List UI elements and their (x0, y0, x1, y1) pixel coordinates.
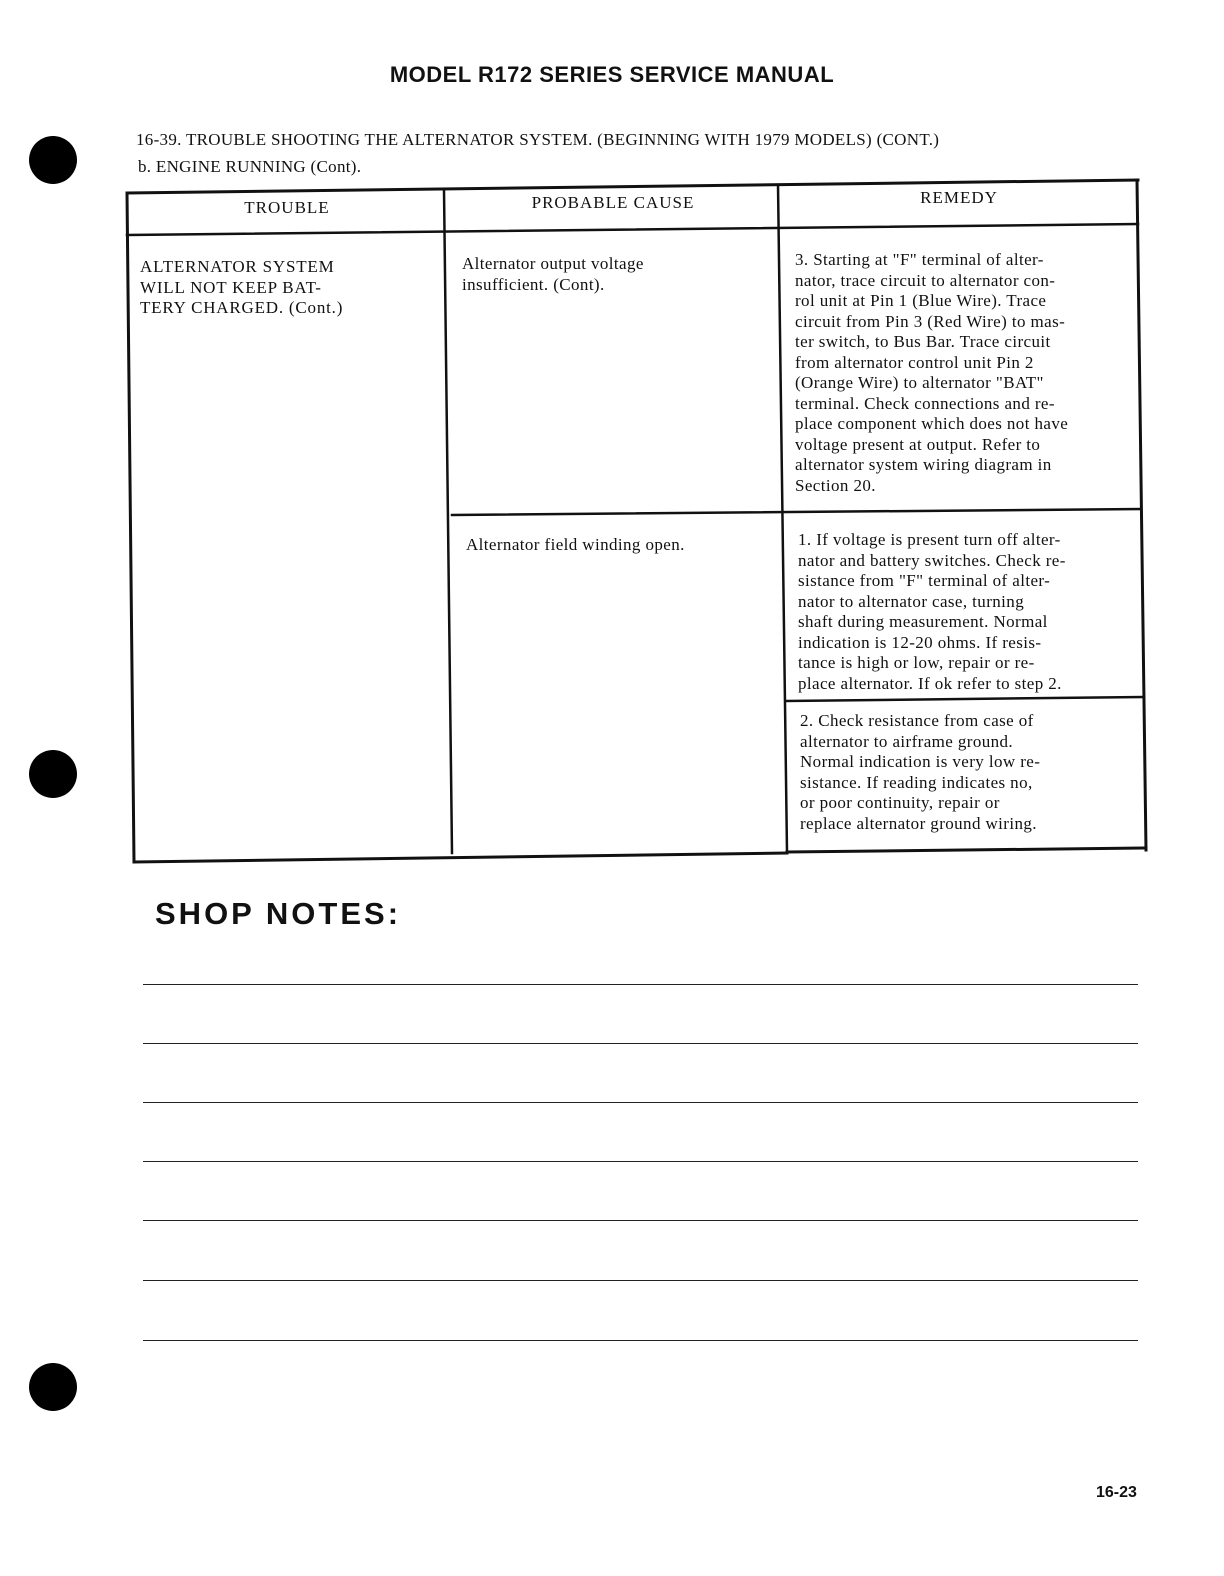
remedy-line: nator, trace circuit to alternator con- (795, 270, 1056, 290)
remedy-cell-step-1 (798, 530, 1143, 694)
remedy-line: alternator system wiring diagram in (795, 455, 1052, 474)
page-title: MODEL R172 SERIES SERVICE MANUAL (389, 62, 835, 87)
shop-notes-heading: SHOP NOTES: (155, 896, 402, 931)
remedy-line: circuit from Pin 3 (Red Wire) to mas- (795, 311, 1066, 331)
remedy-line: or poor continuity, repair or (800, 793, 1000, 812)
remedy-line: place component which does not have (795, 414, 1069, 433)
remedy-line: nator and battery switches. Check re- (798, 550, 1066, 570)
sub-heading: b. ENGINE RUNNING (Cont). (138, 157, 362, 176)
cause-line: insufficient. (Cont). (462, 274, 605, 294)
column-header-remedy: REMEDY (920, 188, 998, 207)
section-heading: 16-39. TROUBLE SHOOTING THE ALTERNATOR SYSTEM. (BEGINNING WITH 1979 MODELS) (CONT.) (136, 130, 940, 149)
column-header-trouble: TROUBLE (244, 198, 330, 217)
binder-hole-bottom (29, 1363, 77, 1411)
note-line (143, 1220, 1138, 1221)
cause-line: Alternator field winding open. (466, 535, 685, 554)
note-line (143, 1102, 1138, 1103)
remedy-line: tance is high or low, repair or re- (798, 653, 1035, 672)
column-header-probable-cause: PROBABLE CAUSE (531, 193, 695, 212)
remedy-line: terminal. Check connections and re- (795, 393, 1055, 413)
note-line (143, 1280, 1138, 1281)
cause-cell-field-winding (466, 535, 778, 556)
note-line (143, 1161, 1138, 1162)
remedy-line: replace alternator ground wiring. (800, 813, 1037, 833)
trouble-line: ALTERNATOR SYSTEM (140, 257, 335, 276)
note-line (143, 984, 1138, 985)
remedy-line: 2. Check resistance from case of (800, 711, 1034, 730)
cause-cell-output-voltage (462, 254, 774, 295)
remedy-line: place alternator. If ok refer to step 2. (798, 673, 1062, 693)
remedy-line: from alternator control unit Pin 2 (795, 352, 1034, 372)
trouble-cell (140, 257, 440, 319)
trouble-line: WILL NOT KEEP BAT- (140, 277, 322, 297)
remedy-line: rol unit at Pin 1 (Blue Wire). Trace (795, 291, 1047, 310)
remedy-line: shaft during measurement. Normal (798, 612, 1048, 631)
remedy-line: nator to alternator case, turning (798, 591, 1025, 611)
remedy-line: sistance. If reading indicates no, (800, 772, 1033, 792)
cause-line: Alternator output voltage (462, 254, 644, 273)
remedy-line: sistance from "F" terminal of alter- (798, 571, 1051, 590)
remedy-line: voltage present at output. Refer to (795, 434, 1041, 454)
note-line (143, 1043, 1138, 1044)
remedy-line: ter switch, to Bus Bar. Trace circuit (795, 332, 1051, 351)
remedy-line: (Orange Wire) to alternator "BAT" (795, 373, 1044, 392)
page-number: 16-23 (1096, 1484, 1137, 1501)
remedy-cell-step-2 (800, 711, 1140, 834)
note-line (143, 1340, 1138, 1341)
binder-hole-top (29, 136, 77, 184)
remedy-line: alternator to airframe ground. (800, 731, 1014, 751)
binder-hole-middle (29, 750, 77, 798)
remedy-cell-step-3 (795, 250, 1140, 496)
remedy-line: indication is 12-20 ohms. If resis- (798, 632, 1042, 652)
remedy-line: 1. If voltage is present turn off alter- (798, 530, 1061, 549)
remedy-line: Normal indication is very low re- (800, 752, 1041, 771)
trouble-line: TERY CHARGED. (Cont.) (140, 298, 344, 317)
remedy-line: Section 20. (795, 475, 876, 495)
remedy-line: 3. Starting at "F" terminal of alter- (795, 250, 1044, 269)
